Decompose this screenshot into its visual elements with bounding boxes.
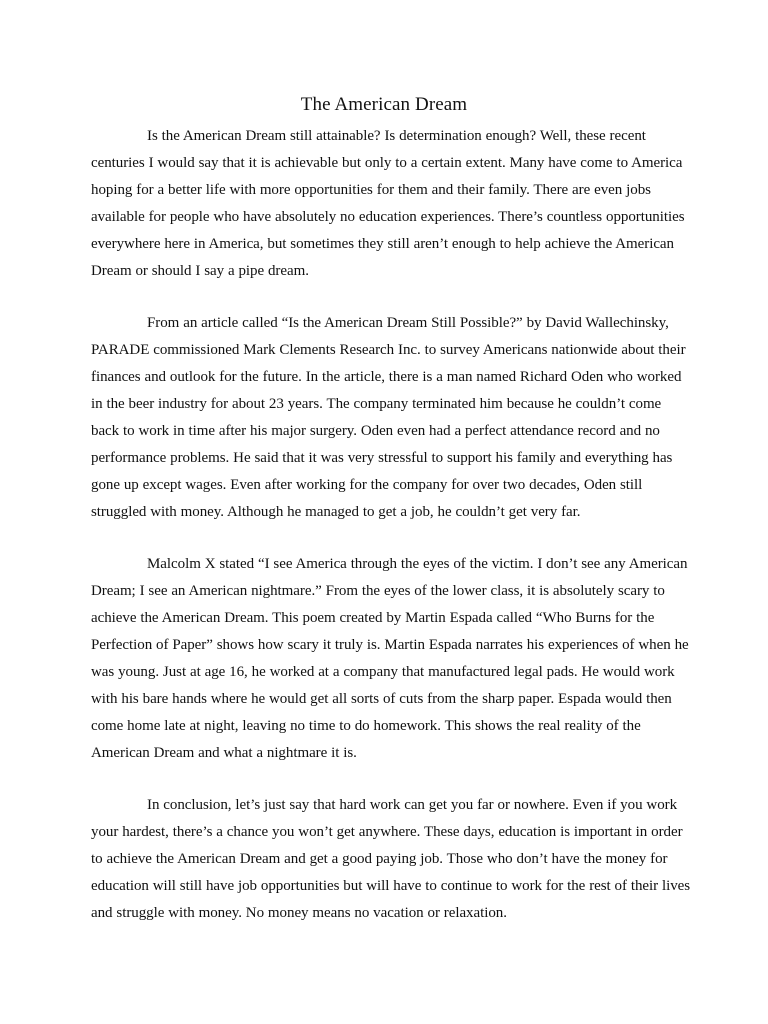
paragraph-1: Is the American Dream still attainable? Is determination enough? Well, these recent centuries I would say that it is achievable but only to a certain extent. Many have come to America hoping for a better life with more opportunities for them and their family. There are even jobs available for people who have absolutely no education experiences. There’s countless opportunities everywhere here in America, but sometimes they still aren’t enough to help achieve the American Dream or should I say a pipe dream. [91, 128, 685, 279]
document-body [91, 123, 691, 952]
paragraph-3: Malcolm X stated “I see America through the eyes of the victim. I don’t see any American Dream; I see an American nightmare.” From the eyes of the lower class, it is absolutely scary to achieve the American Dream. This poem created by Martin Espada called “Who Burns for the Perfection of Paper” shows how scary it truly is. Martin Espada narrates his experiences of when he was young. Just at age 16, he worked at a company that manufactured legal pads. He would work with his bare hands where he would get all sorts of cuts from the sharp paper. Espada would then come home late at night, leaving no time to do homework. This shows the real reality of the American Dream and what a nightmare it is. [91, 556, 689, 761]
paragraph-4: In conclusion, let’s just say that hard work can get you far or nowhere. Even if you work your hardest, there’s a chance you won’t get anywhere. These days, education is important in order to achieve the American Dream and get a good paying job. Those who don’t have the money for education will still have job opportunities but will have to continue to work for the rest of their lives and struggle with money. No money means no vacation or relaxation. [91, 797, 691, 921]
paragraph-2: From an article called “Is the American Dream Still Possible?” by David Wallechinsky, PARADE commissioned Mark Clements Research Inc. to survey Americans nationwide about their finances and outlook for the future. In the article, there is a man named Richard Oden who worked in the beer industry for about 23 years. The company terminated him because he couldn’t come back to work in time after his major surgery. Oden even had a perfect attendance record and no performance problems. He said that it was very stressful to support his family and everything has gone up except wages. Even after working for the company for over two decades, Oden still struggled with money. Although he managed to get a job, he couldn’t get very far. [91, 315, 686, 520]
document-title: The American Dream [300, 94, 468, 115]
